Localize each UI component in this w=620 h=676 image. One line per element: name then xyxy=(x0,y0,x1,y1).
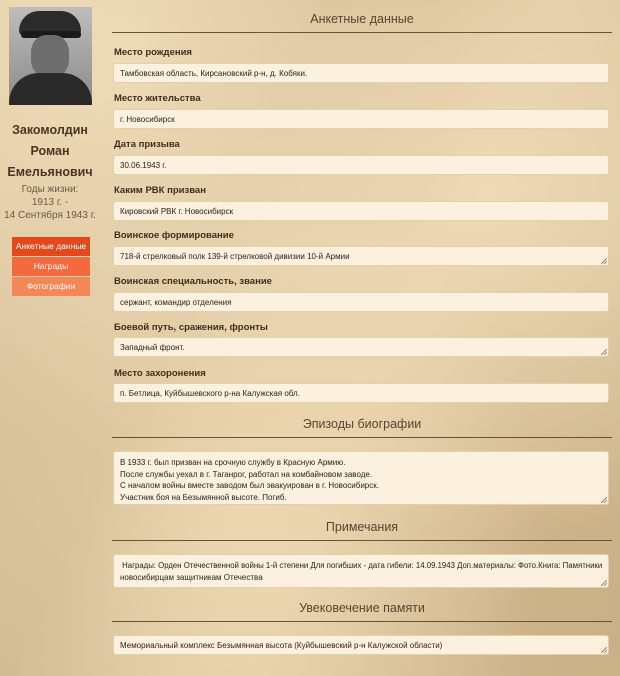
field-draft-office[interactable] xyxy=(113,201,609,221)
biography-text[interactable] xyxy=(113,451,609,505)
field-label-burial-place: Место захоронения xyxy=(114,368,206,379)
field-residence[interactable] xyxy=(113,109,609,129)
field-value-burial-place: п. Бетлица, Куйбышевского р-на Калужская обл. xyxy=(120,389,300,398)
name-line-surname: Закомолдин xyxy=(12,123,88,137)
section-title-biography: Эпизоды биографии xyxy=(302,417,422,431)
field-military-unit[interactable] xyxy=(113,246,609,266)
resize-handle-icon[interactable] xyxy=(601,647,607,653)
resize-handle-icon[interactable] xyxy=(601,349,607,355)
field-value-draft-office: Кировский РВК г. Новосибирск xyxy=(120,207,234,216)
name-line-patronymic: Емельянович xyxy=(7,165,93,179)
biography-line: В 1933 г. был призван на срочную службу в Красную Армию. xyxy=(120,458,346,467)
field-rank[interactable] xyxy=(113,292,609,312)
years-label: Годы жизни: xyxy=(21,184,79,195)
resize-handle-icon[interactable] xyxy=(601,580,607,586)
section-divider xyxy=(112,32,612,33)
field-value-draft-date: 30.06.1943 г. xyxy=(120,161,167,170)
profile-nav xyxy=(12,237,90,297)
life-years xyxy=(0,183,100,222)
biography-line: После службы уехал в г. Таганрог, работал на комбайновом заводе. xyxy=(120,469,373,479)
field-burial-place[interactable] xyxy=(113,383,609,403)
biography-line: С началом войны вместе заводом был эвакуирован в г. Новосибирск. xyxy=(120,481,379,490)
section-divider xyxy=(112,621,612,622)
field-draft-date[interactable] xyxy=(113,155,609,175)
nav-tab-questionnaire[interactable]: Анкетные данные xyxy=(12,237,90,256)
field-label-rank: Воинская специальность, звание xyxy=(114,276,272,287)
person-name xyxy=(0,120,100,183)
resize-handle-icon[interactable] xyxy=(601,497,607,503)
portrait-photo xyxy=(9,7,92,105)
nav-tab-awards[interactable]: Награды xyxy=(12,257,90,276)
field-birthplace[interactable] xyxy=(113,63,609,83)
field-label-draft-date: Дата призыва xyxy=(114,139,180,150)
biography-line: Участник боя на Безымянной высоте. Погиб. xyxy=(120,492,287,502)
resize-handle-icon[interactable] xyxy=(601,258,607,264)
field-combat-path[interactable] xyxy=(113,337,609,357)
notes-text[interactable] xyxy=(113,554,609,588)
section-title-questionnaire: Анкетные данные xyxy=(310,12,414,26)
section-title-memory: Увековечение памяти xyxy=(299,601,425,615)
memory-text[interactable] xyxy=(113,635,609,655)
section-title-notes: Примечания xyxy=(325,520,399,534)
field-value-residence: г. Новосибирск xyxy=(120,115,175,124)
memory-value: Мемориальный комплекс Безымянная высота (Куйбышевский р-н Калужской области) xyxy=(120,641,443,650)
section-divider xyxy=(112,437,612,438)
years-death: 14 Сентября 1943 г. xyxy=(4,210,96,221)
field-label-birthplace: Место рождения xyxy=(114,47,192,58)
field-value-birthplace: Тамбовская область, Кирсановский р-н, д. Кобяки. xyxy=(120,69,308,78)
notes-line: новосибирцам защитникам Отечества xyxy=(120,572,263,582)
field-value-rank: сержант, командир отделения xyxy=(120,298,232,307)
field-value-combat-path: Западный фронт. xyxy=(120,343,185,352)
nav-tab-photos[interactable]: Фотографии xyxy=(12,277,90,296)
name-line-first: Роман xyxy=(30,144,70,158)
field-label-draft-office: Каким РВК призван xyxy=(114,185,206,196)
field-value-military-unit: 718-й стрелковый полк 139-й стрелковой дивизии 10-й Армии xyxy=(120,252,350,261)
section-divider xyxy=(112,540,612,541)
field-label-military-unit: Воинское формирование xyxy=(114,230,234,241)
years-birth: 1913 г. - xyxy=(31,197,69,208)
field-label-combat-path: Боевой путь, сражения, фронты xyxy=(114,322,268,333)
notes-line: Награды: Орден Отечественной войны 1-й степени Для погибших - дата гибели: 14.09.1943 Доп.материалы: Фото.Книга: Памятники xyxy=(120,561,603,570)
field-label-residence: Место жительства xyxy=(114,93,201,104)
